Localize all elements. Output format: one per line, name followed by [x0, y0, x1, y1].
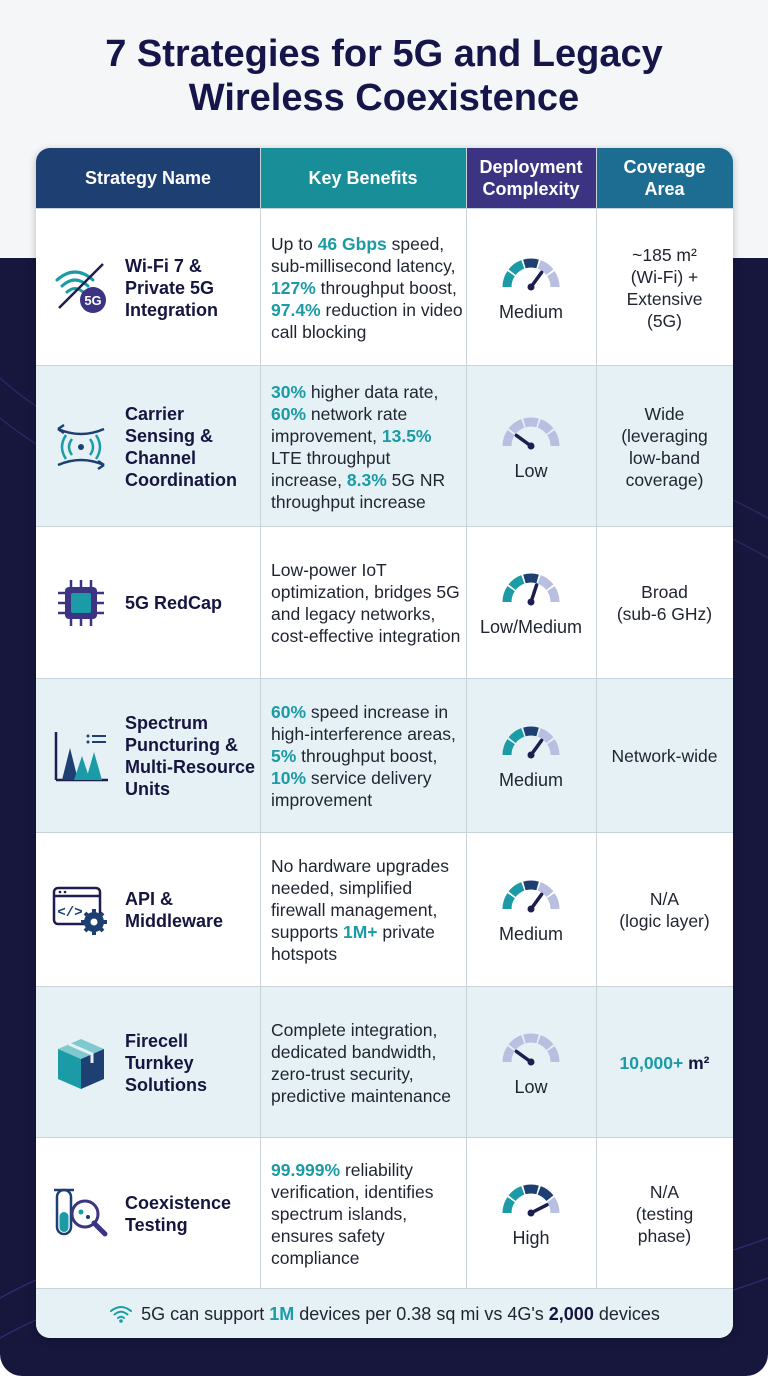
- strategy-name-line: Coexistence: [125, 1192, 232, 1213]
- coverage-area: [596, 209, 733, 366]
- chip-icon: [46, 527, 116, 679]
- benefit-highlight: 60%: [271, 702, 307, 722]
- table-row: [36, 208, 733, 366]
- gauge-icon: [498, 1179, 564, 1224]
- key-benefits: [271, 833, 466, 987]
- strategy-name-line: Channel: [125, 447, 197, 468]
- footer-text-2: devices per 0.38 sq mi vs 4G's: [299, 1303, 544, 1324]
- complexity-gauge: [466, 366, 596, 527]
- footer-text-3: devices: [598, 1303, 660, 1324]
- complexity-label: Medium: [498, 924, 564, 944]
- gauge-icon: [498, 412, 564, 457]
- complexity-label: Low: [514, 1076, 548, 1097]
- header-coverage-line2: Area: [644, 179, 685, 199]
- strategy-name-line: Turnkey: [125, 1052, 194, 1073]
- strategy-name-line: Wi-Fi 7 &: [125, 255, 202, 276]
- benefit-text: Up to: [271, 233, 318, 254]
- coverage-line: coverage): [625, 469, 704, 490]
- gauge-icon: [498, 253, 564, 298]
- benefit-text: throughput boost,: [296, 746, 438, 766]
- svg-text:</>: </>: [57, 905, 83, 921]
- carrier-sensing-icon: [46, 366, 116, 527]
- key-benefits: [271, 1138, 466, 1289]
- coverage-line: Extensive: [626, 288, 703, 309]
- spectrum-chart-icon: [46, 679, 116, 833]
- gauge-icon: [498, 875, 564, 920]
- coverage-area: [596, 679, 733, 833]
- coverage-area: [596, 527, 733, 679]
- benefit-text: speed, sub-millisecond latency,: [271, 233, 456, 276]
- coverage-line: (Wi-Fi) +: [630, 266, 699, 287]
- complexity-gauge: [466, 1138, 596, 1289]
- coverage-line: (testing: [635, 1203, 694, 1224]
- complexity-gauge: [466, 209, 596, 366]
- strategy-name: [125, 987, 259, 1138]
- coverage-line: N/A: [649, 889, 680, 909]
- complexity-label: Medium: [498, 770, 564, 790]
- coverage-line: N/A: [649, 1181, 680, 1202]
- strategy-name-line: Solutions: [125, 1074, 207, 1095]
- strategy-name-line: Testing: [125, 1214, 188, 1235]
- svg-text:5G: 5G: [84, 292, 102, 308]
- complexity-gauge: [466, 527, 596, 679]
- strategy-name: [125, 366, 259, 527]
- header-coverage-line1: Coverage: [623, 157, 706, 177]
- coverage-line: Broad: [641, 582, 688, 602]
- table-row: [36, 1137, 733, 1289]
- title-line-2: Wireless Coexistence: [188, 77, 580, 119]
- benefit-highlight: 60%: [271, 403, 307, 424]
- key-benefits: [271, 209, 466, 366]
- benefit-text: speed increase in high-interference areas,: [271, 702, 456, 744]
- complexity-label: High: [512, 1227, 550, 1248]
- benefit-text: LTE throughput increase,: [271, 447, 391, 490]
- coverage-area: [596, 366, 733, 527]
- strategy-name-line: 5G RedCap: [125, 593, 223, 613]
- complexity-gauge: [466, 987, 596, 1138]
- benefit-text: Complete integration, dedicated bandwidth, zero-trust security, predictive maintenance: [271, 1019, 451, 1106]
- key-benefits: [271, 366, 466, 527]
- key-benefits: [271, 679, 466, 833]
- complexity-label: Low: [514, 460, 548, 481]
- column-divider: [466, 148, 467, 1288]
- footer-highlight-2: 2,000: [548, 1303, 594, 1324]
- strategy-name-line: Puncturing &: [125, 735, 238, 755]
- strategy-name-line: Coordination: [125, 469, 237, 490]
- benefit-text: private hotspots: [271, 922, 435, 964]
- page-title: [0, 32, 768, 120]
- package-box-icon: [46, 987, 116, 1138]
- wifi-5g-icon: [46, 209, 116, 366]
- benefit-text: higher data rate,: [306, 381, 439, 402]
- benefit-text: reliability verification, identifies spectrum islands, ensures safety compliance: [271, 1159, 434, 1268]
- footer-highlight-1: 1M: [269, 1303, 295, 1324]
- footer-note: [36, 1288, 733, 1338]
- strategy-name-line: Middleware: [125, 911, 224, 931]
- benefit-highlight: 1M+: [342, 922, 378, 942]
- table-row: [36, 526, 733, 679]
- table-row: [36, 832, 733, 987]
- benefit-highlight: 99.999%: [271, 1159, 341, 1180]
- complexity-gauge: [466, 679, 596, 833]
- test-tube-magnifier-icon: [46, 1138, 116, 1289]
- strategy-name: [125, 209, 259, 366]
- footer-text-1: 5G can support: [141, 1303, 265, 1324]
- coverage-line: (leveraging: [621, 425, 708, 446]
- coverage-line: Wide: [644, 403, 685, 424]
- table-row: [36, 986, 733, 1138]
- strategy-name-line: Multi-Resource: [125, 757, 256, 777]
- title-line-1: 7 Strategies for 5G and Legacy: [105, 33, 663, 75]
- coverage-unit: m²: [683, 1052, 710, 1073]
- header-key-benefits: [260, 148, 466, 208]
- wifi-icon: [109, 1304, 133, 1324]
- benefit-text: reduction in video call blocking: [271, 299, 463, 342]
- coverage-highlight: 10,000+: [619, 1052, 684, 1073]
- table-row: [36, 365, 733, 527]
- column-divider: [260, 148, 261, 1288]
- benefit-highlight: 127%: [271, 277, 316, 298]
- benefit-highlight: 5%: [271, 746, 297, 766]
- benefit-highlight: 97.4%: [271, 299, 321, 320]
- complexity-label: Low/Medium: [479, 617, 583, 637]
- coverage-line: (logic layer): [619, 911, 710, 931]
- strategies-table: [36, 148, 733, 1338]
- strategy-name-line: Units: [125, 779, 170, 799]
- benefit-text: No hardware upgrades needed, simplified firewall management, supports: [271, 856, 450, 942]
- key-benefits: [271, 987, 466, 1138]
- coverage-line: (sub-6 GHz): [616, 604, 713, 624]
- strategy-name: [125, 833, 259, 987]
- coverage-line: low-band: [628, 447, 700, 468]
- header-benefits-label: Key Benefits: [308, 168, 418, 188]
- coverage-area: [596, 1138, 733, 1289]
- benefit-text: throughput boost,: [315, 277, 457, 298]
- table-row: [36, 678, 733, 833]
- benefit-highlight: 8.3%: [346, 469, 387, 490]
- gauge-icon: [498, 1028, 564, 1073]
- coverage-area: [596, 833, 733, 987]
- coverage-area: [596, 987, 733, 1138]
- benefit-highlight: 13.5%: [381, 425, 432, 446]
- strategy-name-line: Sensing &: [125, 425, 214, 446]
- strategy-name-line: Spectrum: [125, 713, 209, 733]
- strategy-name: [125, 1138, 259, 1289]
- benefit-text: network rate improvement,: [271, 403, 408, 446]
- strategy-name: [125, 527, 259, 679]
- strategy-name: [125, 679, 259, 833]
- benefit-text: service delivery improvement: [271, 768, 432, 810]
- strategy-name-line: Carrier: [125, 403, 185, 424]
- benefit-text: 5G NR throughput increase: [271, 469, 446, 512]
- strategy-name-line: Integration: [125, 299, 218, 320]
- coverage-line: ~185 m²: [632, 244, 697, 265]
- strategy-name-line: API &: [125, 889, 174, 909]
- complexity-gauge: [466, 833, 596, 987]
- header-strategy-name: [36, 148, 260, 208]
- strategy-name-line: Private 5G: [125, 277, 215, 298]
- key-benefits: [271, 527, 466, 679]
- gauge-icon: [498, 721, 564, 766]
- coverage-line: phase): [637, 1225, 692, 1246]
- coverage-line: Network-wide: [611, 746, 718, 766]
- column-divider: [596, 148, 597, 1288]
- benefit-text: Low-power IoT optimization, bridges 5G and legacy networks, cost-effective integration: [271, 560, 461, 646]
- api-gear-icon: [46, 833, 116, 987]
- header-deployment-complexity: [466, 148, 596, 208]
- gauge-icon: [498, 568, 564, 613]
- benefit-highlight: 46 Gbps: [317, 233, 387, 254]
- header-strategy-label: Strategy Name: [84, 168, 212, 188]
- complexity-label: Medium: [498, 301, 564, 322]
- header-complexity-line1: Deployment: [479, 157, 583, 177]
- header-complexity-line2: Complexity: [482, 179, 580, 199]
- coverage-line: (5G): [647, 310, 682, 331]
- strategy-name-line: Firecell: [125, 1030, 189, 1051]
- header-coverage-area: [596, 148, 733, 208]
- benefit-highlight: 10%: [271, 768, 307, 788]
- benefit-highlight: 30%: [271, 381, 307, 402]
